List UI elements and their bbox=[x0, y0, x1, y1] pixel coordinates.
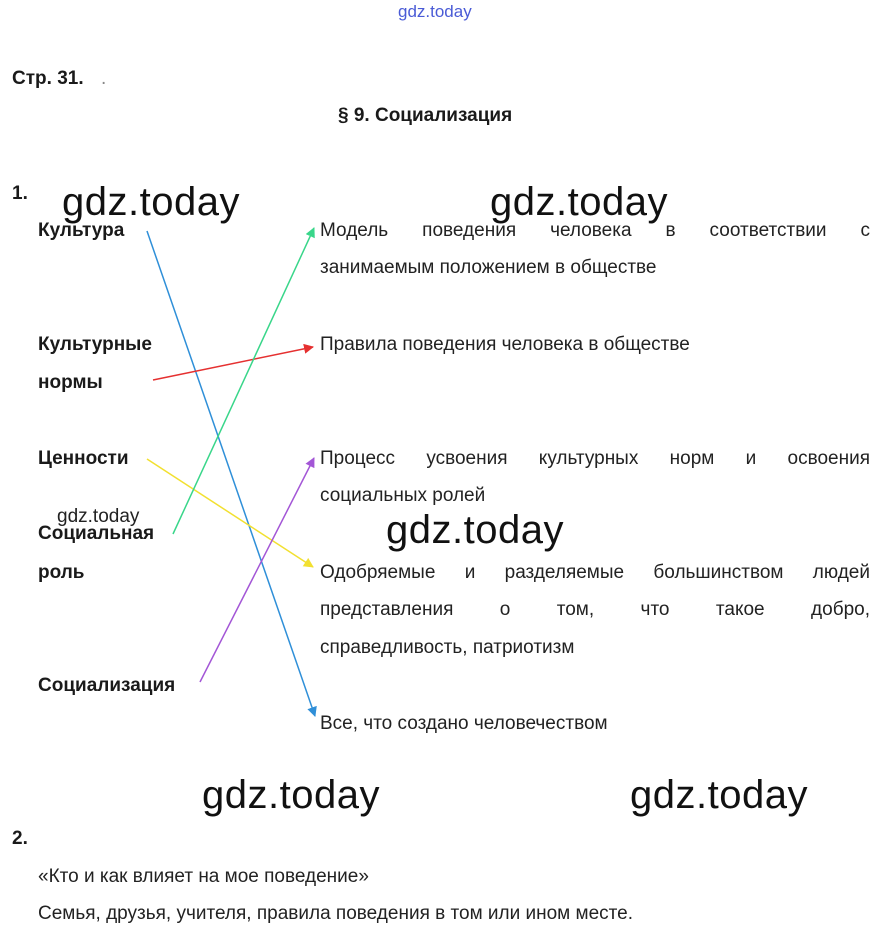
def-role-line2: занимаемым положением в обществе bbox=[320, 257, 657, 278]
task-2-title: «Кто и как влияет на мое поведение» bbox=[38, 866, 369, 887]
def-role-line1: Модель поведения человека в соответствии с bbox=[320, 220, 870, 241]
page-ref: Стр. 31. bbox=[12, 68, 84, 89]
watermark-top: gdz.today bbox=[398, 2, 472, 21]
def-socialization-line1: Процесс усвоения культурных норм и освоения bbox=[320, 448, 870, 469]
watermark-5: gdz.today bbox=[630, 773, 808, 817]
term-role-line1: Социальная bbox=[38, 523, 155, 544]
page-ref-mark: . bbox=[101, 68, 107, 89]
watermark-4: gdz.today bbox=[202, 773, 380, 817]
term-norms-line2: нормы bbox=[38, 372, 103, 393]
task-2-answer: Семья, друзья, учителя, правила поведения в том или ином месте. bbox=[38, 903, 633, 924]
watermark-1: gdz.today bbox=[62, 180, 240, 224]
task-2-number: 2. bbox=[12, 828, 28, 849]
arrow-culture bbox=[147, 231, 315, 716]
def-norms: Правила поведения человека в обществе bbox=[320, 334, 690, 355]
arrow-values bbox=[147, 459, 313, 567]
watermark-2: gdz.today bbox=[490, 180, 668, 224]
term-values: Ценности bbox=[38, 448, 129, 469]
def-culture: Все, что создано человечеством bbox=[320, 713, 608, 734]
def-socialization-line2: социальных ролей bbox=[320, 485, 486, 506]
arrow-role bbox=[173, 228, 314, 534]
section-title: § 9. Социализация bbox=[338, 105, 513, 126]
term-role-line2: роль bbox=[38, 562, 85, 583]
term-socialization: Социализация bbox=[38, 675, 176, 696]
def-values-line3: справедливость, патриотизм bbox=[320, 637, 575, 658]
arrow-norms bbox=[153, 347, 313, 380]
arrow-socialization bbox=[200, 458, 314, 682]
def-values-line1: Одобряемые и разделяемые большинством людей bbox=[320, 562, 870, 583]
term-norms-line1: Культурные bbox=[38, 334, 152, 355]
def-values-line2: представления о том, что такое добро, bbox=[320, 599, 870, 620]
task-1-number: 1. bbox=[12, 183, 28, 204]
watermark-3: gdz.today bbox=[386, 508, 564, 552]
watermark-small: gdz.today bbox=[57, 506, 140, 527]
term-culture: Культура bbox=[38, 220, 125, 241]
